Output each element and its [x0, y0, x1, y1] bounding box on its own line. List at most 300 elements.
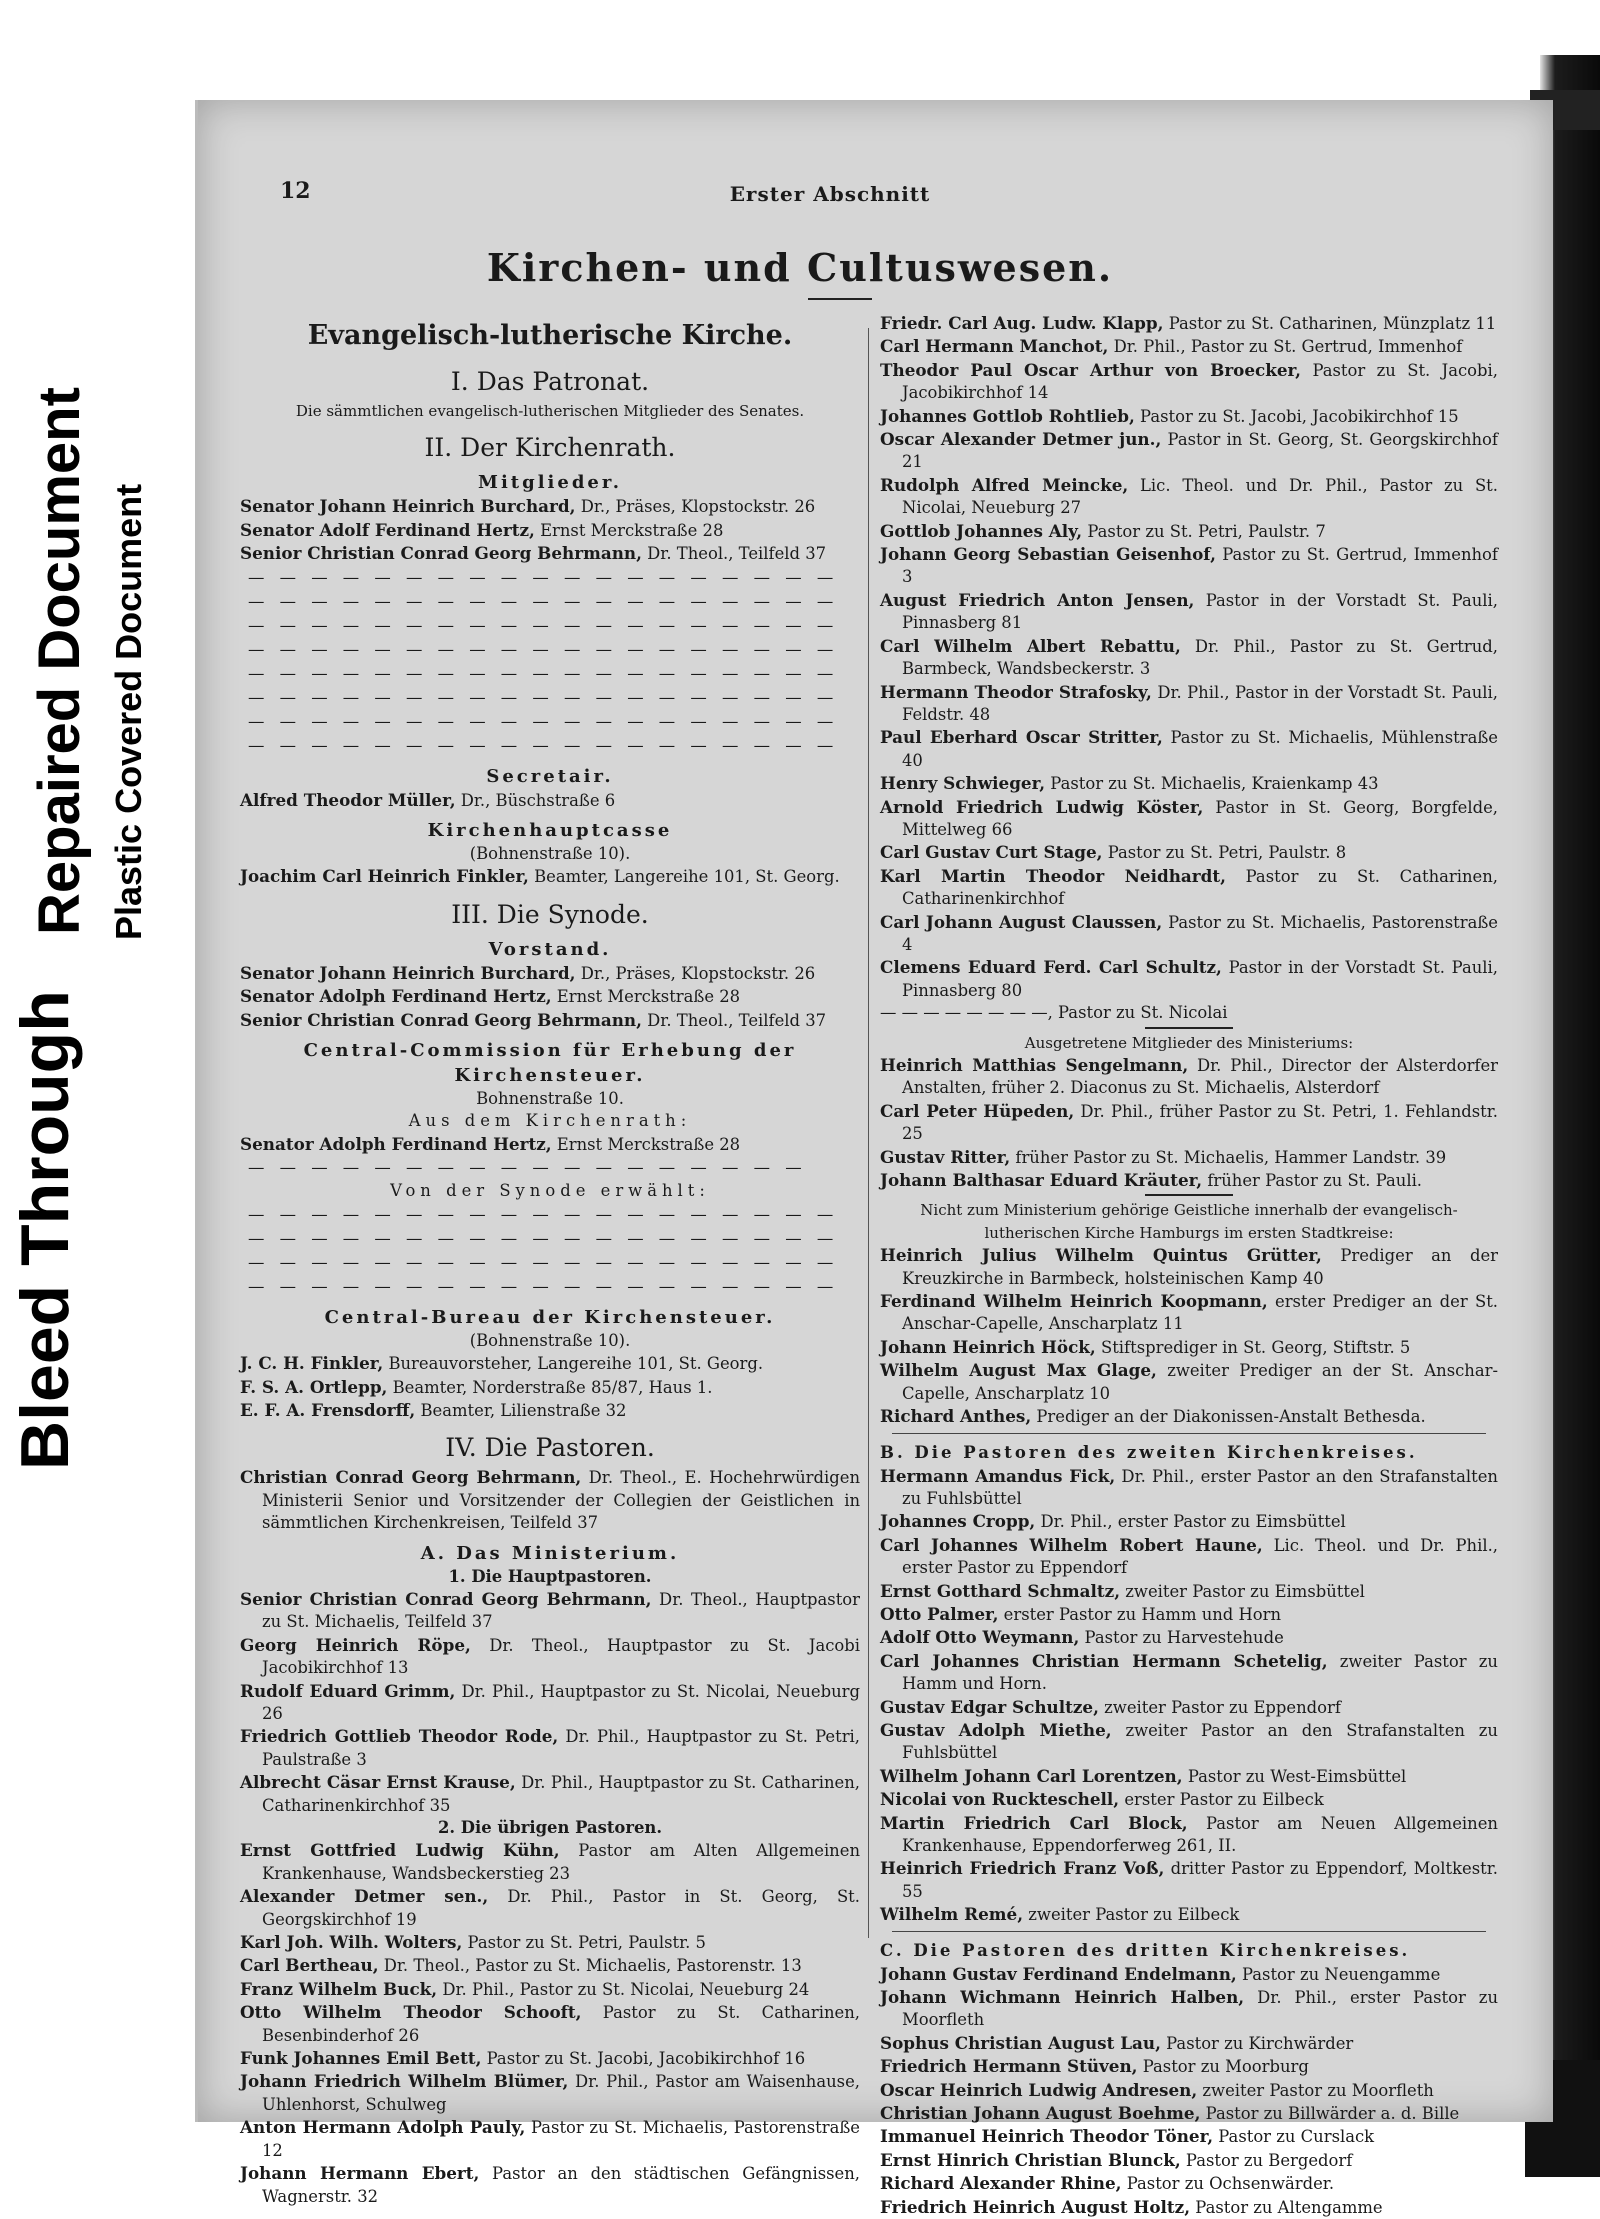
- vacant-seat-line: — — — — — — — — — — — — — — — — — — —: [248, 687, 839, 707]
- entry-name: Senator Adolph Ferdinand Hertz,: [240, 986, 552, 1007]
- list-item: [880, 1857, 1498, 1903]
- entry-name: Karl Joh. Wilh. Wolters,: [240, 1932, 463, 1953]
- entry-name: F. S. A. Ortlepp,: [240, 1376, 388, 1397]
- entry-detail: Dr. Phil., Hauptpastor zu St. Nicolai, Neueburg 26: [262, 1681, 860, 1723]
- vacant-seat-line: — — — — — — — — — — — — — — — — — — —: [248, 591, 839, 611]
- list-item: [880, 635, 1498, 681]
- entry-detail: zweiter Pastor zu Eppendorf: [1098, 1697, 1341, 1717]
- list-item: [880, 1534, 1498, 1580]
- entry-name: Carl Peter Hüpeden,: [880, 1100, 1075, 1121]
- entry-detail: Pastor zu Bergedorf: [1180, 2150, 1353, 2170]
- patronat-text: Die sämmtlichen evangelisch-lutherischen Mitglieder des Senates.: [295, 402, 805, 420]
- list-item: [880, 911, 1498, 957]
- entry-detail: Pastor zu St. Michaelis, Pastorenstraße 12: [262, 2118, 860, 2160]
- entry-detail: Pastor zu St. Michaelis, Pastorenstraße 4: [902, 912, 1498, 954]
- mitglieder-heading: Mitglieder.: [478, 472, 622, 494]
- list-item: [240, 962, 860, 985]
- plastic-covered-label: Plastic Covered Document: [108, 483, 149, 940]
- entry-name: Christian Johann August Boehme,: [880, 2103, 1201, 2124]
- kirchenrath-heading: II. Der Kirchenrath.: [424, 433, 676, 463]
- list-item: [240, 1885, 860, 1931]
- entry-name: Carl Gustav Curt Stage,: [880, 842, 1103, 863]
- commission-heading: Central-Commission für Erhebung der Kirchensteuer.: [303, 1040, 797, 1087]
- entry-detail: früher Pastor zu St. Pauli.: [1202, 1171, 1423, 1191]
- list-item: [880, 1244, 1498, 1290]
- ausgetretene-list: [880, 1054, 1498, 1192]
- b-list: [880, 1465, 1498, 1927]
- entry-name: J. C. H. Finkler,: [240, 1353, 384, 1374]
- running-head: [0, 182, 1600, 206]
- entry-name: Friedrich Heinrich August Holtz,: [880, 2196, 1191, 2217]
- bureau-heading: Central-Bureau der Kirchensteuer.: [324, 1306, 776, 1328]
- commission-member: [240, 1133, 860, 1156]
- list-item: [240, 1954, 860, 1977]
- vacant-seat-line: — — — — — — — — — — — — — — — — — — —: [248, 567, 839, 587]
- entry-name: Friedr. Carl Aug. Ludw. Klapp,: [880, 313, 1164, 333]
- entry-name: Johann Georg Sebastian Geisenhof,: [880, 544, 1216, 565]
- patronat-heading: I. Das Patronat.: [450, 367, 650, 396]
- entry-detail: früher Pastor zu St. Michaelis, Hammer Landstr. 39: [1010, 1147, 1447, 1167]
- entry-name: Johann Balthasar Eduard Kräuter,: [880, 1170, 1203, 1191]
- entry-detail: Beamter, Langereihe 101, St. Georg.: [528, 867, 840, 887]
- list-item: [880, 589, 1498, 635]
- list-item: [240, 1771, 860, 1817]
- entry-name: Carl Bertheau,: [240, 1955, 379, 1976]
- list-item: [880, 312, 1498, 335]
- entry-detail: Pastor zu St. Michaelis, Kraienkamp 43: [1045, 774, 1379, 794]
- entry-detail: Beamter, Lilienstraße 32: [415, 1400, 627, 1420]
- list-item: [880, 1603, 1498, 1626]
- c-list: [880, 1963, 1498, 2219]
- list-item: [240, 1376, 860, 1399]
- entry-detail: dritter Pastor zu Eppendorf, Moltkestr. 55: [902, 1859, 1499, 1901]
- list-item: [880, 796, 1498, 842]
- running-head-text: Erster Abschnitt: [729, 182, 931, 206]
- entry-name: Senator Johann Heinrich Burchard,: [240, 496, 576, 517]
- entry-detail: Pastor zu Altengamme: [1190, 2197, 1383, 2217]
- bureau-address: (Bohnenstraße 10).: [469, 1330, 631, 1350]
- vacant-seat-line: — — — — — — — — — — — — — — — — — — —: [248, 639, 839, 659]
- senior-entry: [240, 1466, 860, 1534]
- ausgetretene-heading: Ausgetretene Mitglieder des Ministeriums:: [1024, 1033, 1354, 1052]
- entry-detail: Dr. Phil., erster Pastor zu Moorfleth: [902, 1988, 1499, 2030]
- list-item: [880, 865, 1498, 911]
- entry-detail: Lic. Theol. und Dr. Phil., erster Pastor zu Eppendorf: [902, 1535, 1498, 1578]
- entry-detail: Pastor zu St. Jacobi, Jacobikirchhof 16: [481, 2049, 806, 2069]
- entry-name: Ferdinand Wilhelm Heinrich Koopmann,: [880, 1291, 1268, 1312]
- entry-detail: Pastor zu St. Petri, Paulstr. 5: [462, 1933, 706, 1953]
- list-item: [880, 1812, 1498, 1858]
- entry-detail: Dr., Präses, Klopstockstr. 26: [575, 963, 816, 983]
- entry-name: Carl Wilhelm Albert Rebattu,: [880, 635, 1181, 656]
- entry-detail: Bureauvorsteher, Langereihe 101, St. Georg.: [383, 1354, 764, 1374]
- entry-detail: Dr. Phil., früher Pastor zu St. Petri, 1. Fehlandstr. 25: [902, 1101, 1498, 1144]
- list-item: [880, 1336, 1498, 1359]
- entry-detail: Dr. Phil., Pastor zu St. Nicolai, Neueburg 24: [437, 1979, 810, 1999]
- entry-name: Gustav Adolph Miethe,: [880, 1719, 1112, 1740]
- vacant-seat-line: — — — — — — — — — — — — — — — — — — —: [248, 1228, 839, 1248]
- entry-name: Otto Palmer,: [880, 1603, 999, 1624]
- list-item: [880, 1719, 1498, 1765]
- entry-name: Immanuel Heinrich Theodor Töner,: [880, 2126, 1214, 2147]
- entry-detail: Ernst Merckstraße 28: [551, 1134, 741, 1154]
- title-rule: [808, 298, 872, 300]
- entry-detail: Pastor zu Kirchwärder: [1160, 2033, 1354, 2053]
- entry-name: Senator Adolf Ferdinand Hertz,: [240, 519, 535, 540]
- hauptpastoren-heading: 1. Die Hauptpastoren.: [448, 1566, 652, 1586]
- entry-detail: Pastor zu St. Catharinen, Münzplatz 11: [1163, 314, 1497, 333]
- entry-name: Wilhelm Johann Carl Lorentzen,: [880, 1765, 1183, 1786]
- entry-detail: Pastor zu St. Catharinen, Besenbinderhof 26: [262, 2003, 860, 2045]
- hauptcasse-entry: [240, 865, 860, 888]
- entry-name: Funk Johannes Emil Bett,: [240, 2048, 482, 2069]
- list-item: [240, 985, 860, 1008]
- entry-name: Paul Eberhard Oscar Stritter,: [880, 727, 1163, 748]
- list-item: [880, 2172, 1498, 2195]
- entry-detail: Pastor zu St. Jacobi, Jacobikirchhof 15: [1134, 406, 1459, 426]
- section-rule: [1145, 1027, 1233, 1029]
- bleed-through-label: Bleed Through: [7, 990, 83, 1470]
- entry-name: Georg Heinrich Röpe,: [240, 1634, 471, 1655]
- entry-name: Ernst Gottfried Ludwig Kühn,: [240, 1840, 560, 1861]
- overlay-labels: [0, 0, 200, 2177]
- entry-name: Rudolph Alfred Meincke,: [880, 474, 1129, 495]
- list-item: [880, 2196, 1498, 2219]
- pastors-top-list: [880, 312, 1498, 1002]
- entry-detail: Dr. Phil., Pastor am Waisenhause, Uhlenhorst, Schulweg: [262, 2072, 860, 2114]
- entry-name: Alfred Theodor Müller,: [240, 789, 456, 810]
- entry-name: Heinrich Friedrich Franz Voß,: [880, 1858, 1165, 1879]
- entry-name: Albrecht Cäsar Ernst Krause,: [240, 1772, 516, 1793]
- c-heading: C. Die Pastoren des dritten Kirchenkreises.: [880, 1940, 1411, 1960]
- entry-detail: Dr. Phil., Pastor in der Vorstadt St. Pauli, Feldstr. 48: [902, 682, 1498, 724]
- entry-name: Johannes Cropp,: [880, 1511, 1036, 1532]
- entry-name: Johann Hermann Ebert,: [240, 2163, 480, 2184]
- entry-name: Oscar Heinrich Ludwig Andresen,: [880, 2079, 1198, 2100]
- entry-detail: erster Pastor zu Hamm und Horn: [998, 1604, 1282, 1624]
- entry-detail: Ernst Merckstraße 28: [534, 520, 724, 540]
- entry-detail: Pastor zu Moorburg: [1137, 2057, 1309, 2077]
- secretair-entry: [240, 789, 860, 812]
- entry-detail: Pastor zu West-Eimsbüttel: [1182, 1766, 1407, 1786]
- list-item: [880, 1903, 1498, 1926]
- entry-name: Carl Johannes Christian Hermann Schetelig,: [880, 1650, 1328, 1671]
- entry-detail: Pastor in St. Georg, St. Georgskirchhof 21: [902, 430, 1498, 472]
- kirchenrath-dash-lines: [240, 566, 860, 758]
- entry-detail: zweiter Pastor zu Eilbeck: [1023, 1905, 1240, 1925]
- ministerium-heading: A. Das Ministerium.: [420, 1542, 680, 1564]
- commission-address: Bohnenstraße 10.: [476, 1089, 624, 1109]
- entry-name: Ernst Gotthard Schmaltz,: [880, 1580, 1121, 1601]
- entry-detail: Dr. Phil., Director der Alsterdorfer Anstalten, früher 2. Diaconus zu St. Michaelis, Alsterdorf: [902, 1056, 1499, 1098]
- list-item: [880, 1169, 1498, 1192]
- repaired-document-label: Repaired Document: [27, 387, 92, 935]
- entry-detail: Pastor zu Neuengamme: [1236, 1964, 1441, 1984]
- entry-detail: Dr. Theol., Teilfeld 37: [641, 544, 827, 564]
- entry-detail: Dr. Theol., E. Hochehrwürdigen Ministerii Senior und Vorsitzender der Collegien der Geistlichen in sämmtlichen Kirchenkreisen, Teilfeld 37: [262, 1468, 860, 1533]
- entry-detail: Pastor in der Vorstadt St. Pauli, Pinnasberg 80: [902, 958, 1498, 1000]
- entry-detail: Ernst Merckstraße 28: [551, 987, 741, 1007]
- b-heading: B. Die Pastoren des zweiten Kirchenkreises.: [880, 1442, 1418, 1462]
- list-item: [240, 2047, 860, 2070]
- nicht-list: [880, 1244, 1498, 1428]
- entry-detail: Pastor an den städtischen Gefängnissen, Wagnerstr. 32: [262, 2164, 860, 2206]
- entry-detail: Pastor zu St. Michaelis, Mühlenstraße 40: [902, 728, 1498, 770]
- list-item: [880, 520, 1498, 543]
- list-item: [240, 1588, 860, 1634]
- vacant-seat-line: — — — — — — — — — — — — — — — — — — —: [248, 663, 839, 683]
- entry-name: Friedrich Gottlieb Theodor Rode,: [240, 1726, 559, 1747]
- list-item: [240, 1839, 860, 1885]
- entry-detail: zweiter Prediger an der St. Anschar-Capelle, Anscharplatz 10: [902, 1361, 1498, 1403]
- entry-name: Senior Christian Conrad Georg Behrmann,: [240, 543, 642, 564]
- entry-detail: zweiter Pastor zu Hamm und Horn.: [902, 1651, 1498, 1694]
- entry-name: Anton Hermann Adolph Pauly,: [240, 2117, 526, 2138]
- entry-name: Rudolf Eduard Grimm,: [240, 1680, 456, 1701]
- hauptpastoren-list: [240, 1588, 860, 1817]
- entry-detail: Prediger an der Diakonissen-Anstalt Bethesda.: [1031, 1407, 1426, 1427]
- list-item: [240, 2162, 860, 2208]
- entry-detail: Pastor zu Billwärder a. d. Bille: [1200, 2104, 1460, 2124]
- entry-detail: Dr., Präses, Klopstockstr. 26: [575, 497, 816, 517]
- entry-name: Carl Johannes Wilhelm Robert Haune,: [880, 1534, 1263, 1555]
- vacant-seat-line: — — — — — — — — — — — — — — — — — — —: [248, 1252, 839, 1272]
- list-item: [880, 1986, 1498, 2032]
- vorstand-heading: Vorstand.: [488, 938, 612, 960]
- section-rule: [892, 1433, 1485, 1434]
- entry-detail: Pastor zu Curslack: [1213, 2127, 1375, 2147]
- entry-name: Senior Christian Conrad Georg Behrmann,: [240, 1009, 642, 1030]
- entry-detail: Dr. Phil., erster Pastor zu Eimsbüttel: [1035, 1512, 1346, 1532]
- list-item: [240, 1352, 860, 1375]
- entry-name: Joachim Carl Heinrich Finkler,: [240, 866, 529, 887]
- aus-kirchenrath-label: Aus dem Kirchenrath:: [408, 1111, 692, 1131]
- entry-name: Gustav Ritter,: [880, 1146, 1011, 1167]
- entry-detail: Prediger an der Kreuzkirche in Barmbeck, holsteinischen Kamp 40: [902, 1246, 1499, 1288]
- entry-name: Heinrich Matthias Sengelmann,: [880, 1055, 1189, 1075]
- list-item: [880, 1465, 1498, 1511]
- church-heading: Evangelisch-lutherische Kirche.: [307, 320, 793, 351]
- list-item: [240, 1634, 860, 1680]
- list-item: [880, 1696, 1498, 1719]
- list-item: [880, 335, 1498, 358]
- entry-detail: Dr. Phil., erster Pastor an den Strafanstalten zu Fuhlsbüttel: [902, 1466, 1498, 1508]
- list-item: [240, 2001, 860, 2047]
- list-item: [880, 2055, 1498, 2078]
- column-divider: [868, 328, 869, 1938]
- list-item: [880, 1765, 1498, 1788]
- list-item: [240, 1725, 860, 1771]
- list-item: [880, 1788, 1498, 1811]
- list-item: [880, 543, 1498, 589]
- entry-name: Oscar Alexander Detmer jun.,: [880, 429, 1162, 450]
- list-item: [880, 1146, 1498, 1169]
- entry-detail: Pastor in St. Georg, Borgfelde, Mittelweg 66: [902, 797, 1498, 839]
- right-column: [880, 312, 1498, 2219]
- list-item: [880, 841, 1498, 864]
- list-item: [880, 474, 1498, 520]
- entry-name: E. F. A. Frensdorff,: [240, 1399, 416, 1420]
- entry-detail: Dr. Phil., Hauptpastor zu St. Petri, Paulstraße 3: [262, 1727, 860, 1769]
- entry-detail: Pastor zu St. Catharinen, Catharinenkirchhof: [902, 866, 1499, 909]
- entry-name: Christian Conrad Georg Behrmann,: [240, 1467, 582, 1488]
- entry-name: August Friedrich Anton Jensen,: [880, 589, 1195, 610]
- list-item: [880, 1359, 1498, 1405]
- uebrige-heading: 2. Die übrigen Pastoren.: [437, 1818, 663, 1837]
- list-item: [880, 1405, 1498, 1428]
- vacant-seat-line: — — — — — — — — — — — — — — — — — — —: [248, 1276, 839, 1296]
- secretair-heading: Secretair.: [486, 765, 614, 787]
- synode-dash-lines: [240, 1203, 860, 1299]
- list-item: [240, 542, 860, 565]
- list-item: [240, 1399, 860, 1422]
- list-item: [240, 2116, 860, 2162]
- entry-detail: Beamter, Norderstraße 85/87, Haus 1.: [387, 1377, 713, 1397]
- entry-name: Theodor Paul Oscar Arthur von Broecker,: [880, 359, 1302, 380]
- list-item: [240, 1680, 860, 1726]
- entry-name: Ernst Hinrich Christian Blunck,: [880, 2149, 1181, 2170]
- entry-detail: erster Prediger an der St. Anschar-Capelle, Anscharplatz 11: [902, 1292, 1498, 1334]
- kirchenrath-members: [240, 495, 860, 565]
- entry-name: Johann Friedrich Wilhelm Blümer,: [240, 2071, 569, 2092]
- list-item: [880, 2149, 1498, 2172]
- entry-name: Johann Gustav Ferdinand Endelmann,: [880, 1963, 1237, 1984]
- entry-detail: zweiter Pastor zu Eimsbüttel: [1120, 1581, 1365, 1601]
- list-item: [880, 1650, 1498, 1696]
- entry-name: Senior Christian Conrad Georg Behrmann,: [240, 1588, 652, 1609]
- vacant-seat-line: — — — — — — — — — — — — — — — — — — —: [248, 711, 839, 731]
- nicht-heading: Nicht zum Ministerium gehörige Geistliche innerhalb der evangelisch-lutherischen Kirche Hamburgs im ersten Stadtkreise:: [920, 1201, 1458, 1242]
- entry-detail: Dr. Phil., Pastor in St. Georg, St. Georgskirchhof 19: [262, 1887, 860, 1929]
- entry-detail: Pastor am Alten Allgemeinen Krankenhause, Wandsbeckerstieg 23: [262, 1841, 860, 1883]
- entry-name: Gustav Edgar Schultze,: [880, 1696, 1099, 1717]
- list-item: [880, 681, 1498, 727]
- list-item: [880, 1963, 1498, 1986]
- entry-detail: Dr. Theol., Hauptpastor zu St. Jacobi Jacobikirchhof 13: [262, 1635, 860, 1678]
- entry-detail: Pastor zu St. Petri, Paulstr. 8: [1102, 843, 1347, 863]
- list-item: [880, 1626, 1498, 1649]
- von-synode-label: Von der Synode erwählt:: [390, 1181, 710, 1201]
- entry-detail: Dr., Büschstraße 6: [455, 790, 616, 810]
- entry-name: Franz Wilhelm Buck,: [240, 1978, 438, 1999]
- list-item: [880, 1580, 1498, 1603]
- vacant-seat-line: — — — — — — — — — — — — — — — — — — —: [248, 1204, 839, 1224]
- entry-detail: Pastor zu St. Gertrud, Immenhof 3: [902, 545, 1498, 587]
- pastoren-heading: IV. Die Pastoren.: [445, 1433, 655, 1463]
- hauptcasse-address: (Bohnenstraße 10).: [469, 844, 631, 864]
- list-item: [880, 1100, 1498, 1146]
- list-item: [240, 1009, 860, 1032]
- uebrige-list: [240, 1839, 860, 2208]
- section-rule: [892, 1931, 1485, 1932]
- entry-detail: Pastor zu Ochsenwärder.: [1121, 2174, 1335, 2194]
- entry-name: Martin Friedrich Carl Block,: [880, 1812, 1188, 1833]
- entry-name: Alexander Detmer sen.,: [240, 1886, 489, 1907]
- entry-detail: zweiter Pastor an den Strafanstalten zu Fuhlsbüttel: [902, 1720, 1498, 1763]
- list-item: [880, 2125, 1498, 2148]
- list-item: [880, 726, 1498, 772]
- list-item: [880, 2032, 1498, 2055]
- entry-name: Senator Johann Heinrich Burchard,: [240, 962, 576, 983]
- left-column: [240, 312, 860, 2208]
- entry-name: Hermann Theodor Strafosky,: [880, 681, 1152, 702]
- list-item: [880, 1510, 1498, 1533]
- list-item: [880, 772, 1498, 795]
- list-item: [240, 1978, 860, 2001]
- entry-name: Johann Wichmann Heinrich Halben,: [880, 1987, 1245, 2008]
- list-item: [880, 2102, 1498, 2125]
- entry-name: Henry Schwieger,: [880, 773, 1046, 794]
- entry-detail: erster Pastor zu Eilbeck: [1119, 1790, 1324, 1810]
- list-item: [240, 519, 860, 542]
- entry-name: Wilhelm Remé,: [880, 1904, 1024, 1925]
- entry-name: Gottlob Johannes Aly,: [880, 520, 1083, 541]
- vacancy-line: — — — — — — — —, Pastor zu St. Nicolai: [880, 1003, 1228, 1023]
- entry-detail: Dr. Theol., Hauptpastor zu St. Michaelis, Teilfeld 37: [262, 1589, 861, 1632]
- list-item: [880, 405, 1498, 428]
- vacant-seat-line: — — — — — — — — — — — — — — — — — — —: [248, 615, 839, 635]
- entry-detail: Dr. Phil., Pastor zu St. Gertrud, Immenhof: [1108, 337, 1463, 357]
- entry-name: Sophus Christian August Lau,: [880, 2032, 1161, 2053]
- entry-name: Otto Wilhelm Theodor Schooft,: [240, 2002, 582, 2023]
- entry-detail: Pastor zu Harvestehude: [1079, 1628, 1284, 1648]
- entry-name: Richard Anthes,: [880, 1406, 1032, 1427]
- list-item: [880, 428, 1498, 474]
- entry-name: Friedrich Hermann Stüven,: [880, 2056, 1138, 2077]
- list-item: [880, 359, 1498, 405]
- entry-detail: Dr. Phil., Hauptpastor zu St. Catharinen, Catharinenkirchhof 35: [262, 1773, 860, 1815]
- entry-name: Richard Alexander Rhine,: [880, 2173, 1122, 2194]
- bureau-members: [240, 1352, 860, 1422]
- commission-dash-line: — — — — — — — — — — — — — — — — — —: [248, 1158, 807, 1178]
- entry-name: Heinrich Julius Wilhelm Quintus Grütter,: [880, 1245, 1322, 1266]
- entry-name: Carl Hermann Manchot,: [880, 336, 1109, 357]
- entry-name: Senator Adolph Ferdinand Hertz,: [240, 1133, 552, 1154]
- list-item: [880, 956, 1498, 1002]
- synode-heading: III. Die Synode.: [451, 899, 649, 929]
- entry-detail: Lic. Theol. und Dr. Phil., Pastor zu St. Nicolai, Neueburg 27: [902, 475, 1498, 518]
- list-item: [880, 2079, 1498, 2102]
- entry-name: Arnold Friedrich Ludwig Köster,: [880, 796, 1204, 817]
- list-item: [240, 495, 860, 518]
- section-rule: [1145, 1194, 1233, 1196]
- synode-members: [240, 962, 860, 1032]
- entry-detail: Dr. Phil., Pastor zu St. Gertrud, Barmbeck, Wandsbeckerstr. 3: [902, 636, 1498, 679]
- entry-name: Johann Heinrich Höck,: [880, 1336, 1096, 1357]
- list-item: [240, 2070, 860, 2116]
- entry-detail: Dr. Theol., Teilfeld 37: [641, 1010, 827, 1030]
- hauptcasse-heading: Kirchenhauptcasse: [427, 820, 673, 842]
- entry-name: Wilhelm August Max Glage,: [880, 1360, 1157, 1381]
- page-title: Kirchen- und Cultuswesen.: [486, 245, 1114, 290]
- entry-detail: Dr. Theol., Pastor zu St. Michaelis, Pastorenstr. 13: [378, 1956, 802, 1976]
- list-item: [880, 1290, 1498, 1336]
- entry-name: Nicolai von Ruckteschell,: [880, 1789, 1120, 1810]
- entry-name: Carl Johann August Claussen,: [880, 911, 1163, 932]
- list-item: [240, 1931, 860, 1954]
- vacant-seat-line: — — — — — — — — — — — — — — — — — — —: [248, 735, 839, 755]
- entry-detail: Pastor in der Vorstadt St. Pauli, Pinnasberg 81: [902, 590, 1498, 633]
- entry-detail: Pastor am Neuen Allgemeinen Krankenhause, Eppendorferweg 261, II.: [902, 1813, 1498, 1855]
- entry-name: Karl Martin Theodor Neidhardt,: [880, 865, 1226, 886]
- entry-detail: Pastor zu St. Petri, Paulstr. 7: [1082, 521, 1326, 541]
- entry-name: Hermann Amandus Fick,: [880, 1465, 1116, 1486]
- entry-name: Adolf Otto Weymann,: [880, 1627, 1080, 1648]
- list-item: [880, 1054, 1498, 1100]
- entry-name: Johannes Gottlob Rohtlieb,: [880, 405, 1135, 426]
- entry-name: Clemens Eduard Ferd. Carl Schultz,: [880, 957, 1222, 978]
- entry-detail: Pastor zu St. Jacobi, Jacobikirchhof 14: [902, 360, 1498, 403]
